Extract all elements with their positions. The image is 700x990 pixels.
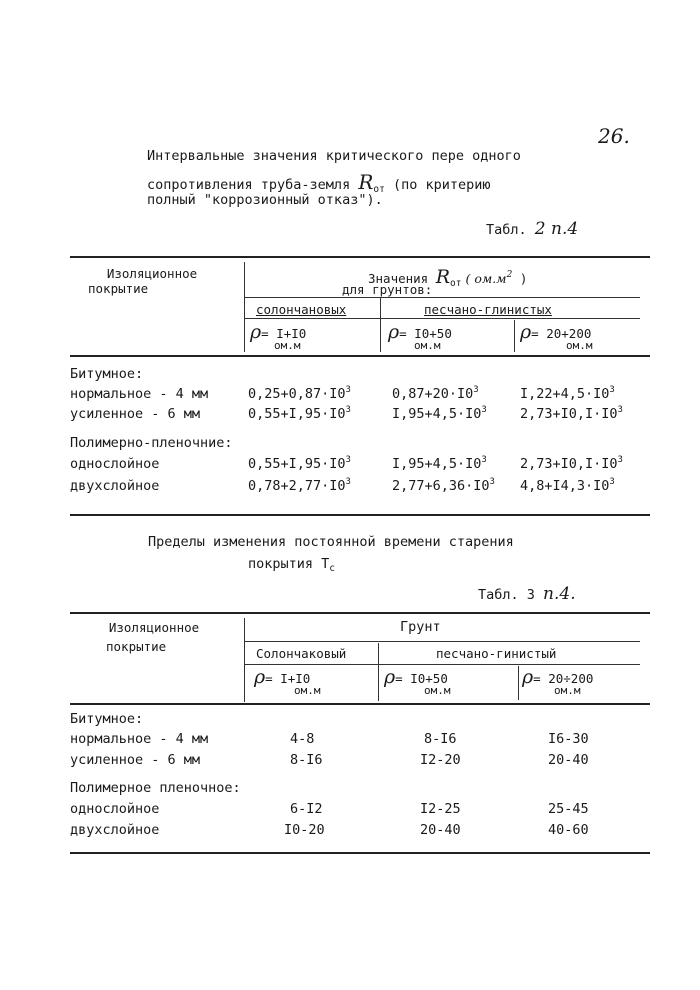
resistance-subscript: от: [373, 184, 385, 195]
row-value-c3: $2,73+I0,I\cdot I0^3$: [520, 455, 623, 472]
row-label: однослойное: [70, 801, 160, 817]
row-value-c3: I6-30: [548, 731, 589, 747]
row-label: двухслойное: [70, 822, 160, 838]
row-label: однослойное: [70, 456, 160, 472]
table2-group-polymer: Полимерное пленочное:: [70, 780, 241, 796]
caption-text: (по критерию: [384, 177, 491, 193]
table1-rho-rule: [244, 318, 640, 319]
rho-value: = I+I0: [261, 326, 307, 341]
row-value-c3: $2,73+I0,I\cdot I0^3$: [520, 405, 623, 422]
row-value-c2: $2,77+6,36\cdot I0^3$: [392, 477, 495, 494]
table2-soil2-header: песчано-гинистый: [436, 646, 557, 661]
table1-group-bitum: Битумное:: [70, 366, 144, 382]
row-value-c2: $I,95+4,5\cdot I0^3$: [392, 405, 487, 422]
unit-handwritten: ( ом.м: [461, 271, 507, 286]
table2-soil1-header: Солончаковый: [256, 646, 347, 661]
rho-symbol: ρ: [522, 666, 534, 688]
caption-text: покрытия Т: [248, 556, 330, 572]
table1-col1-header: [82, 266, 222, 296]
row-value-c1: 4-8: [290, 731, 315, 747]
table1-bottom-rule: [70, 514, 650, 516]
rho-symbol: ρ: [384, 666, 396, 688]
table2-rho1-cell: [254, 666, 321, 697]
header-text: покрытие: [88, 281, 149, 296]
table2-grunt-header: Грунт: [400, 619, 441, 635]
table2-caption-line1: Пределы изменения постоянной времени старения: [148, 534, 514, 550]
table2-col1-header: [84, 620, 224, 654]
table2-rho-rule: [244, 664, 640, 665]
row-value-c3: $I,22+4,5\cdot I0^3$: [520, 385, 615, 402]
table-row: [70, 752, 670, 772]
row-value-c1: I0-20: [284, 822, 325, 838]
row-label: двухслойное: [70, 478, 160, 494]
table-label-handwritten: п.4.: [543, 584, 576, 604]
row-value-c1: $0,55+I,95\cdot I0^3$: [248, 405, 351, 422]
table1-rho2-cell: [388, 321, 452, 352]
rho-unit: ом.м: [566, 339, 593, 352]
rho-value: = I0+50: [399, 326, 452, 341]
row-value-c2: I2-25: [420, 801, 461, 817]
rho-unit: ом.м: [554, 684, 581, 697]
caption-text: сопротивления труба-земля: [147, 177, 359, 193]
table1-soil1-header: солончановых: [256, 302, 347, 317]
rho-unit: ом.м: [294, 684, 321, 697]
table-row: [70, 386, 670, 406]
row-value-c2: 8-I6: [424, 731, 457, 747]
table-row: [70, 731, 670, 751]
table1-soil2-header: песчано-глинистых: [424, 302, 552, 317]
rho-value: = I+I0: [265, 671, 311, 686]
table-row: [70, 406, 670, 426]
table-row: [70, 456, 670, 476]
rho-symbol: ρ: [520, 321, 532, 343]
rho-symbol: ρ: [250, 321, 262, 343]
table1-header-bottom-rule: [70, 355, 650, 357]
row-value-c3: 20-40: [548, 752, 589, 768]
row-value-c1: $0,78+2,77\cdot I0^3$: [248, 477, 351, 494]
table1-subheader-rule: [244, 297, 640, 298]
row-label: нормальное - 4 мм: [70, 731, 209, 747]
row-value-c1: $0,25+0,87\cdot I0^3$: [248, 385, 351, 402]
resistance-subscript: от: [450, 278, 462, 289]
header-text: Изоляционное: [106, 266, 198, 281]
header-text: Значения: [368, 271, 436, 286]
table2-bottom-rule: [70, 852, 650, 854]
row-value-c1: 8-I6: [290, 752, 323, 768]
table2-group-bitum: Битумное:: [70, 711, 144, 727]
table2-label: [478, 584, 576, 604]
header-text: Изоляционное: [108, 620, 200, 635]
row-value-c3: 25-45: [548, 801, 589, 817]
row-value-c2: I2-20: [420, 752, 461, 768]
rho-symbol: ρ: [254, 666, 266, 688]
page-number: 26.: [598, 124, 630, 148]
table1-caption-line2: [147, 170, 491, 194]
row-label: усиленное - 6 мм: [70, 752, 201, 768]
table2-subheader-rule: [244, 641, 640, 642]
table2-header-divider: [244, 618, 245, 702]
table-label-text: Табл.: [486, 222, 535, 238]
rho-unit: ом.м: [414, 339, 441, 352]
rho-value: = 20÷200: [533, 671, 594, 686]
table1-label: [486, 219, 578, 239]
rho-unit: ом.м: [274, 339, 301, 352]
table1-caption-line1: Интервальные значения критического пере одного: [147, 148, 521, 164]
table2-header-bottom-rule: [70, 703, 650, 705]
resistance-symbol: R: [435, 266, 451, 288]
table1-rho3-cell: [520, 321, 593, 352]
table1-rho1-cell: [250, 321, 306, 352]
table-row: [70, 801, 670, 821]
table2-top-rule: [70, 612, 650, 614]
header-text: покрытие: [106, 639, 167, 654]
row-value-c2: $I,95+4,5\cdot I0^3$: [392, 455, 487, 472]
table1-top-rule: [70, 256, 650, 258]
row-label: усиленное - 6 мм: [70, 406, 201, 422]
resistance-symbol: R: [358, 170, 374, 194]
rho-value: = I0+50: [395, 671, 448, 686]
table2-rho-divider: [518, 666, 519, 700]
table2-rho2-cell: [384, 666, 451, 697]
table-label-handwritten: 2 п.4: [534, 219, 579, 239]
table1-group-polymer: Полимерно-пленочние:: [70, 435, 233, 451]
table-row: [70, 478, 670, 498]
table-row: [70, 822, 670, 842]
table1-soil-divider: [380, 298, 381, 352]
unit-sup: 2: [506, 270, 513, 280]
row-value-c2: $0,87+20\cdot I0^3$: [392, 385, 479, 402]
table1-caption-line3: полный "коррозионный отказ").: [147, 192, 383, 208]
rho-symbol: ρ: [388, 321, 400, 343]
table2-soil-divider: [378, 643, 379, 701]
row-value-c1: 6-I2: [290, 801, 323, 817]
table1-values-header-line2: для грунтов:: [342, 282, 433, 297]
time-subscript: с: [329, 563, 336, 574]
table2-caption-line2: [248, 556, 335, 572]
row-label: нормальное - 4 мм: [70, 386, 209, 402]
row-value-c2: 20-40: [420, 822, 461, 838]
row-value-c1: $0,55+I,95\cdot I0^3$: [248, 455, 351, 472]
header-text: ): [512, 271, 528, 286]
row-value-c3: $4,8+I4,3\cdot I0^3$: [520, 477, 615, 494]
row-value-c3: 40-60: [548, 822, 589, 838]
table-label-text: Табл. 3: [478, 587, 544, 603]
table1-rho-divider: [514, 320, 515, 352]
table1-header-divider: [244, 262, 245, 352]
rho-unit: ом.м: [424, 684, 451, 697]
table2-rho3-cell: [522, 666, 593, 697]
rho-value: = 20+200: [531, 326, 592, 341]
